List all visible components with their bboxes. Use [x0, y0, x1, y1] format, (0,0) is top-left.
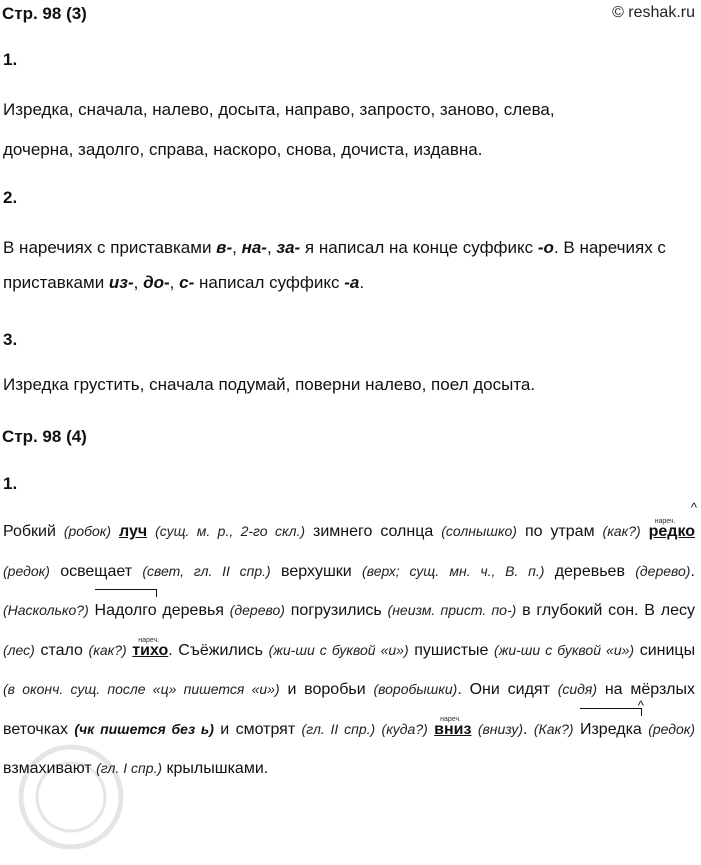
answer-line-2: дочерна, задолго, справа, наскоро, снова, дочиста, издавна. [3, 140, 483, 159]
phrases-line: Изредка грустить, сначала подумай, поверни налево, поел досыта. [3, 375, 536, 394]
adverb-mark: нареч. редко ^ [648, 500, 698, 540]
task-number-1: 1. [3, 50, 18, 69]
adverb-mark: нареч. вниз [434, 715, 472, 738]
task-number-2: 2. [3, 188, 18, 207]
site-credit: © reshak.ru [612, 4, 695, 21]
section-title: Стр. 98 (4) [2, 427, 87, 446]
task-number-4-1: 1. [3, 474, 18, 493]
watermark-logo [6, 735, 136, 855]
header [2, 4, 695, 26]
page-title: Стр. 98 (3) [2, 4, 87, 23]
answer-line-1: Изредка, сначала, налево, досыта, направо, запросто, заново, слева, [3, 100, 555, 119]
rule-paragraph: В наречиях с приставками в-, на-, за- я написал на конце суффикс -о. В наречиях с приставками из-, до-, с- написал суффикс -а. [3, 238, 666, 292]
adverb-mark: Изредка ^ [579, 697, 644, 738]
adverb-mark: Надолго [95, 592, 157, 631]
prefix-mark: погрузились [290, 602, 382, 619]
task-number-3: 3. [3, 330, 18, 349]
text-paragraph: Робкий (робок) луч (сущ. м. р., 2-го скл.) зимнего солнца (солнышко) по утрам (как?) нареч. редко ^ (редок) освещает (свет, гл. II спр.) верхушки (верх; сущ. мн. ч., В. п.) деревьев (дерево). (Насколько?) Надолго деревья (дерево) погрузились (неизм. прист. по-) в глубокий сон. В лесу (лес) стало (как?) нареч. тихо. Съёжились (жи-ши с буквой «и») пушистые (жи-ши с буквой «и») синицы (в оконч. сущ. после «ц» пишется «и») и воробьи (воробышки). Они сидят (сидя) на мёрзлых веточках (чк пишется без ь) и смотрят (гл. II спр.) (куда?) нареч. вниз (внизу). (Как?) Изредка ^ (редок) взмахивают (гл. I спр.) крылышками. [3, 500, 698, 777]
adverb-mark: нареч. тихо [132, 636, 169, 659]
